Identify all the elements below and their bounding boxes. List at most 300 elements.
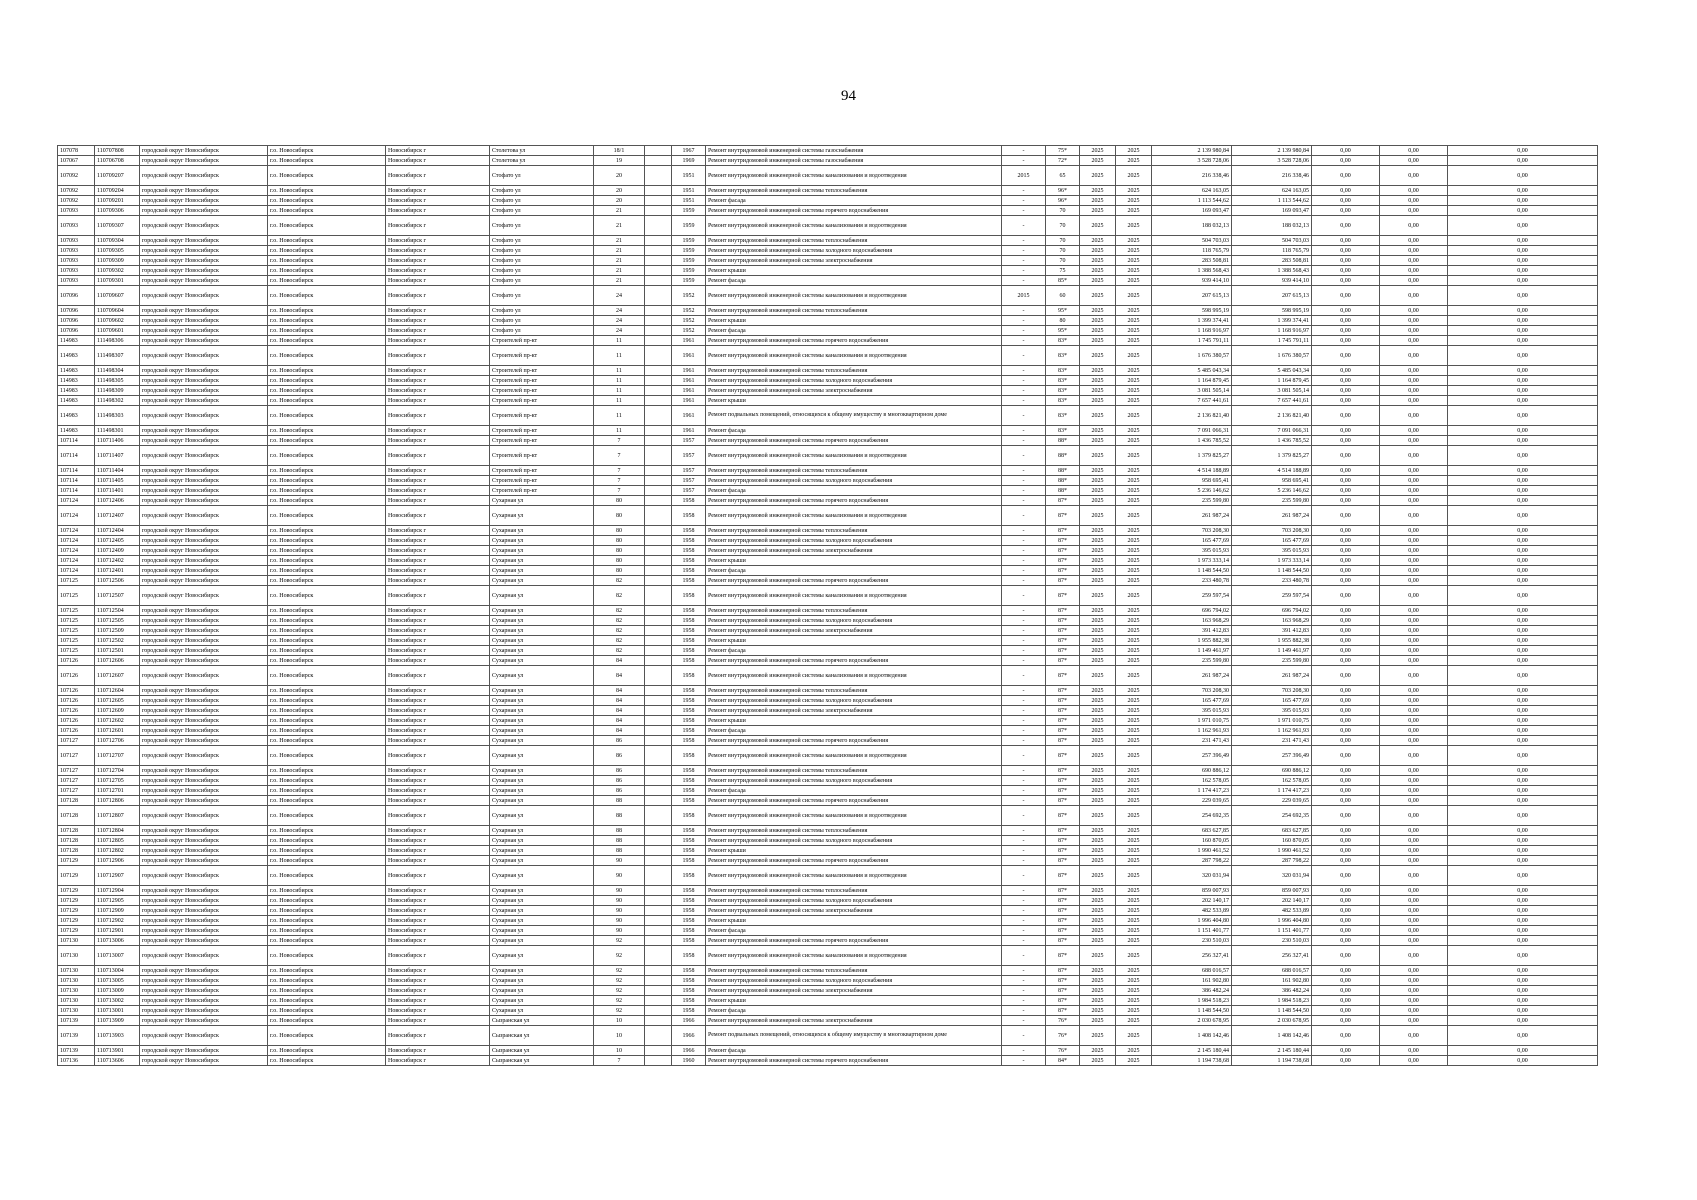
cell-plan-start-year: 2025 <box>1080 826 1116 836</box>
cell-municipality: г.о. Новосибирск <box>268 316 386 326</box>
cell-regional-fund-cost: 165 477,69 <box>1232 536 1312 546</box>
table-row <box>58 336 1598 346</box>
cell-total-cost: 859 007,93 <box>1152 886 1232 896</box>
cell-house-number: 90 <box>594 866 645 886</box>
cell-building <box>645 266 672 276</box>
cell-total-cost: 188 032,13 <box>1152 216 1232 236</box>
cell-regional-fund-cost: 259 597,54 <box>1232 586 1312 606</box>
cell-last-repair-year: - <box>1002 436 1046 446</box>
cell-regional-fund-cost: 696 794,02 <box>1232 606 1312 616</box>
cell-building <box>645 926 672 936</box>
cell-locality: Новосибирск г <box>386 636 490 646</box>
cell-element-id: 110707808 <box>95 146 140 156</box>
cell-last-repair-year: - <box>1002 976 1046 986</box>
cell-building <box>645 746 672 766</box>
table-row <box>58 396 1598 406</box>
cell-building <box>645 346 672 366</box>
cell-plan-start-year: 2025 <box>1080 196 1116 206</box>
cell-regional-fund-cost: 2 145 180,44 <box>1232 1046 1312 1056</box>
cell-repair-type: Ремонт внутридомовой инженерной системы электроснабжения <box>706 906 1002 916</box>
cell-house-number: 7 <box>594 1056 645 1066</box>
cell-build-year: 1967 <box>672 146 706 156</box>
cell-municipality: г.о. Новосибирск <box>268 586 386 606</box>
cell-wear-percent: 87* <box>1046 726 1080 736</box>
cell-plan-start-year: 2025 <box>1080 706 1116 716</box>
cell-locality: Новосибирск г <box>386 286 490 306</box>
cell-last-repair-year: - <box>1002 186 1046 196</box>
cell-owners-funds-cost: 0,00 <box>1448 966 1598 976</box>
cell-regional-fund-cost: 1 113 544,62 <box>1232 196 1312 206</box>
cell-house-number: 80 <box>594 556 645 566</box>
cell-owners-funds-cost: 0,00 <box>1448 986 1598 996</box>
cell-total-cost: 482 533,89 <box>1152 906 1232 916</box>
cell-last-repair-year: - <box>1002 766 1046 776</box>
cell-house-number: 21 <box>594 276 645 286</box>
cell-build-year: 1958 <box>672 506 706 526</box>
cell-regional-budget-cost: 0,00 <box>1380 486 1448 496</box>
cell-regional-budget-cost: 0,00 <box>1380 686 1448 696</box>
cell-element-id: 110713001 <box>95 1006 140 1016</box>
cell-plan-start-year: 2025 <box>1080 476 1116 486</box>
cell-building <box>645 616 672 626</box>
cell-total-cost: 7 091 066,31 <box>1152 426 1232 436</box>
table-row <box>58 936 1598 946</box>
cell-municipality: г.о. Новосибирск <box>268 856 386 866</box>
cell-building <box>645 766 672 776</box>
cell-plan-start-year: 2025 <box>1080 546 1116 556</box>
cell-repair-type: Ремонт фасада <box>706 486 1002 496</box>
cell-element-id: 110712406 <box>95 496 140 506</box>
cell-regional-budget-cost: 0,00 <box>1380 706 1448 716</box>
cell-last-repair-year: - <box>1002 576 1046 586</box>
cell-municipality: г.о. Новосибирск <box>268 196 386 206</box>
cell-owners-funds-cost: 0,00 <box>1448 696 1598 706</box>
cell-regional-fund-cost: 1 162 961,93 <box>1232 726 1312 736</box>
cell-street: Сухарная ул <box>490 856 594 866</box>
cell-plan-start-year: 2025 <box>1080 526 1116 536</box>
cell-plan-start-year: 2025 <box>1080 806 1116 826</box>
cell-owners-funds-cost: 0,00 <box>1448 636 1598 646</box>
table-row <box>58 646 1598 656</box>
cell-repair-type: Ремонт внутридомовой инженерной системы теплоснабжения <box>706 186 1002 196</box>
cell-municipal-district: городской округ Новосибирск <box>140 556 268 566</box>
cell-municipal-budget-cost: 0,00 <box>1312 1016 1380 1026</box>
cell-build-year: 1958 <box>672 606 706 616</box>
cell-locality: Новосибирск г <box>386 936 490 946</box>
cell-wear-percent: 76* <box>1046 1026 1080 1046</box>
cell-owners-funds-cost: 0,00 <box>1448 436 1598 446</box>
cell-plan-start-year: 2025 <box>1080 486 1116 496</box>
cell-house-number: 21 <box>594 246 645 256</box>
cell-locality: Новосибирск г <box>386 206 490 216</box>
cell-municipality: г.о. Новосибирск <box>268 566 386 576</box>
cell-repair-type: Ремонт крыши <box>706 396 1002 406</box>
cell-regional-budget-cost: 0,00 <box>1380 376 1448 386</box>
cell-repair-type: Ремонт внутридомовой инженерной системы канализования и водоотведения <box>706 446 1002 466</box>
cell-owners-funds-cost: 0,00 <box>1448 576 1598 586</box>
cell-municipality: г.о. Новосибирск <box>268 916 386 926</box>
cell-plan-end-year: 2025 <box>1116 986 1152 996</box>
cell-element-id: 110712609 <box>95 706 140 716</box>
cell-building <box>645 716 672 726</box>
cell-plan-end-year: 2025 <box>1116 376 1152 386</box>
cell-plan-start-year: 2025 <box>1080 206 1116 216</box>
cell-regional-budget-cost: 0,00 <box>1380 496 1448 506</box>
cell-building <box>645 566 672 576</box>
cell-regional-budget-cost: 0,00 <box>1380 536 1448 546</box>
cell-plan-end-year: 2025 <box>1116 266 1152 276</box>
cell-owners-funds-cost: 0,00 <box>1448 896 1598 906</box>
cell-plan-start-year: 2025 <box>1080 566 1116 576</box>
cell-plan-start-year: 2025 <box>1080 646 1116 656</box>
cell-plan-start-year: 2025 <box>1080 616 1116 626</box>
cell-house-id: 107126 <box>58 706 95 716</box>
cell-build-year: 1966 <box>672 1016 706 1026</box>
cell-element-id: 110709201 <box>95 196 140 206</box>
cell-plan-start-year: 2025 <box>1080 736 1116 746</box>
cell-regional-fund-cost: 1 194 738,68 <box>1232 1056 1312 1066</box>
cell-municipal-budget-cost: 0,00 <box>1312 306 1380 316</box>
cell-house-id: 107067 <box>58 156 95 166</box>
cell-regional-fund-cost: 1 955 882,38 <box>1232 636 1312 646</box>
cell-locality: Новосибирск г <box>386 496 490 506</box>
cell-build-year: 1961 <box>672 366 706 376</box>
cell-plan-end-year: 2025 <box>1116 726 1152 736</box>
cell-municipality: г.о. Новосибирск <box>268 976 386 986</box>
cell-municipality: г.о. Новосибирск <box>268 986 386 996</box>
cell-total-cost: 233 480,78 <box>1152 576 1232 586</box>
cell-regional-fund-cost: 1 388 568,43 <box>1232 266 1312 276</box>
cell-municipality: г.о. Новосибирск <box>268 936 386 946</box>
cell-municipal-budget-cost: 0,00 <box>1312 616 1380 626</box>
cell-municipal-budget-cost: 0,00 <box>1312 436 1380 446</box>
cell-build-year: 1958 <box>672 786 706 796</box>
cell-municipality: г.о. Новосибирск <box>268 266 386 276</box>
cell-municipal-budget-cost: 0,00 <box>1312 256 1380 266</box>
cell-municipality: г.о. Новосибирск <box>268 556 386 566</box>
cell-locality: Новосибирск г <box>386 896 490 906</box>
cell-house-number: 86 <box>594 746 645 766</box>
cell-plan-end-year: 2025 <box>1116 936 1152 946</box>
cell-street: Сухарная ул <box>490 496 594 506</box>
cell-building <box>645 386 672 396</box>
cell-house-id: 107128 <box>58 796 95 806</box>
cell-total-cost: 688 016,57 <box>1152 966 1232 976</box>
cell-regional-fund-cost: 1 971 010,75 <box>1232 716 1312 726</box>
cell-locality: Новосибирск г <box>386 836 490 846</box>
cell-repair-type: Ремонт крыши <box>706 916 1002 926</box>
cell-locality: Новосибирск г <box>386 316 490 326</box>
cell-regional-fund-cost: 1 973 333,14 <box>1232 556 1312 566</box>
cell-municipality: г.о. Новосибирск <box>268 736 386 746</box>
cell-house-id: 107130 <box>58 1006 95 1016</box>
cell-wear-percent: 87* <box>1046 506 1080 526</box>
cell-municipality: г.о. Новосибирск <box>268 286 386 306</box>
cell-regional-fund-cost: 7 657 441,61 <box>1232 396 1312 406</box>
cell-building <box>645 1006 672 1016</box>
cell-build-year: 1951 <box>672 196 706 206</box>
cell-total-cost: 1 113 544,62 <box>1152 196 1232 206</box>
cell-house-number: 11 <box>594 366 645 376</box>
cell-wear-percent: 83* <box>1046 376 1080 386</box>
cell-building <box>645 606 672 616</box>
cell-repair-type: Ремонт внутридомовой инженерной системы теплоснабжения <box>706 966 1002 976</box>
cell-repair-type: Ремонт внутридомовой инженерной системы электроснабжения <box>706 1016 1002 1026</box>
cell-regional-fund-cost: 1 436 785,52 <box>1232 436 1312 446</box>
cell-total-cost: 161 902,80 <box>1152 976 1232 986</box>
cell-building <box>645 1056 672 1066</box>
cell-house-number: 21 <box>594 216 645 236</box>
cell-last-repair-year: - <box>1002 386 1046 396</box>
cell-total-cost: 257 396,49 <box>1152 746 1232 766</box>
cell-plan-start-year: 2025 <box>1080 946 1116 966</box>
cell-municipal-district: городской округ Новосибирск <box>140 896 268 906</box>
cell-municipal-district: городской округ Новосибирск <box>140 236 268 246</box>
cell-municipal-district: городской округ Новосибирск <box>140 366 268 376</box>
cell-street: Сухарная ул <box>490 946 594 966</box>
cell-build-year: 1958 <box>672 536 706 546</box>
cell-regional-fund-cost: 3 081 505,14 <box>1232 386 1312 396</box>
cell-last-repair-year: - <box>1002 736 1046 746</box>
cell-regional-fund-cost: 1 379 825,27 <box>1232 446 1312 466</box>
cell-element-id: 110711406 <box>95 436 140 446</box>
cell-municipality: г.о. Новосибирск <box>268 476 386 486</box>
cell-house-id: 107129 <box>58 886 95 896</box>
cell-plan-end-year: 2025 <box>1116 626 1152 636</box>
cell-repair-type: Ремонт внутридомовой инженерной системы канализования и водоотведения <box>706 666 1002 686</box>
cell-house-id: 107114 <box>58 466 95 476</box>
cell-regional-fund-cost: 859 007,93 <box>1232 886 1312 896</box>
cell-locality: Новосибирск г <box>386 1046 490 1056</box>
cell-house-id: 107093 <box>58 276 95 286</box>
cell-municipal-budget-cost: 0,00 <box>1312 966 1380 976</box>
cell-wear-percent: 87* <box>1046 586 1080 606</box>
cell-wear-percent: 83* <box>1046 366 1080 376</box>
cell-total-cost: 1 955 882,38 <box>1152 636 1232 646</box>
cell-repair-type: Ремонт внутридомовой инженерной системы горячего водоснабжения <box>706 796 1002 806</box>
cell-plan-start-year: 2025 <box>1080 776 1116 786</box>
cell-building <box>645 146 672 156</box>
cell-plan-start-year: 2025 <box>1080 166 1116 186</box>
table-row <box>58 306 1598 316</box>
cell-repair-type: Ремонт внутридомовой инженерной системы горячего водоснабжения <box>706 1056 1002 1066</box>
cell-house-number: 7 <box>594 476 645 486</box>
cell-repair-type: Ремонт внутридомовой инженерной системы электроснабжения <box>706 706 1002 716</box>
cell-element-id: 110709306 <box>95 206 140 216</box>
cell-last-repair-year: - <box>1002 996 1046 1006</box>
cell-street: Сухарная ул <box>490 776 594 786</box>
cell-locality: Новосибирск г <box>386 386 490 396</box>
cell-owners-funds-cost: 0,00 <box>1448 506 1598 526</box>
table-row <box>58 266 1598 276</box>
cell-element-id: 111498303 <box>95 406 140 426</box>
cell-building <box>645 316 672 326</box>
cell-regional-budget-cost: 0,00 <box>1380 246 1448 256</box>
cell-municipal-budget-cost: 0,00 <box>1312 846 1380 856</box>
cell-plan-start-year: 2025 <box>1080 936 1116 946</box>
table-row <box>58 906 1598 916</box>
cell-street: Стофато ул <box>490 286 594 306</box>
cell-plan-end-year: 2025 <box>1116 396 1152 406</box>
cell-wear-percent: 87* <box>1046 766 1080 776</box>
cell-house-id: 114983 <box>58 386 95 396</box>
cell-total-cost: 1 164 879,45 <box>1152 376 1232 386</box>
cell-house-id: 114983 <box>58 336 95 346</box>
cell-wear-percent: 88* <box>1046 436 1080 446</box>
cell-element-id: 110712507 <box>95 586 140 606</box>
cell-regional-fund-cost: 1 148 544,50 <box>1232 566 1312 576</box>
cell-municipal-district: городской округ Новосибирск <box>140 826 268 836</box>
cell-repair-type: Ремонт внутридомовой инженерной системы газоснабжения <box>706 156 1002 166</box>
cell-plan-start-year: 2025 <box>1080 656 1116 666</box>
table-row <box>58 686 1598 696</box>
cell-plan-end-year: 2025 <box>1116 1046 1152 1056</box>
cell-locality: Новосибирск г <box>386 366 490 376</box>
cell-last-repair-year: - <box>1002 966 1046 976</box>
cell-house-id: 107126 <box>58 726 95 736</box>
cell-repair-type: Ремонт внутридомовой инженерной системы электроснабжения <box>706 386 1002 396</box>
cell-last-repair-year: - <box>1002 776 1046 786</box>
cell-wear-percent: 84* <box>1046 1056 1080 1066</box>
cell-last-repair-year: - <box>1002 636 1046 646</box>
cell-element-id: 110712501 <box>95 646 140 656</box>
table-row <box>58 256 1598 266</box>
cell-house-number: 92 <box>594 996 645 1006</box>
cell-house-id: 107130 <box>58 996 95 1006</box>
cell-plan-start-year: 2025 <box>1080 186 1116 196</box>
cell-owners-funds-cost: 0,00 <box>1448 1046 1598 1056</box>
cell-locality: Новосибирск г <box>386 766 490 776</box>
cell-build-year: 1958 <box>672 856 706 866</box>
cell-locality: Новосибирск г <box>386 306 490 316</box>
cell-locality: Новосибирск г <box>386 886 490 896</box>
cell-municipal-budget-cost: 0,00 <box>1312 476 1380 486</box>
cell-owners-funds-cost: 0,00 <box>1448 916 1598 926</box>
cell-house-number: 82 <box>594 646 645 656</box>
cell-regional-budget-cost: 0,00 <box>1380 896 1448 906</box>
cell-repair-type: Ремонт внутридомовой инженерной системы холодного водоснабжения <box>706 776 1002 786</box>
page-number: 94 <box>841 88 856 104</box>
cell-municipal-district: городской округ Новосибирск <box>140 786 268 796</box>
cell-build-year: 1957 <box>672 466 706 476</box>
cell-plan-end-year: 2025 <box>1116 686 1152 696</box>
cell-house-number: 92 <box>594 936 645 946</box>
cell-wear-percent: 87* <box>1046 496 1080 506</box>
cell-street: Сухарная ул <box>490 526 594 536</box>
cell-last-repair-year: 2015 <box>1002 286 1046 306</box>
cell-building <box>645 486 672 496</box>
cell-municipal-district: городской округ Новосибирск <box>140 216 268 236</box>
cell-street: Строителей пр-кт <box>490 346 594 366</box>
cell-wear-percent: 87* <box>1046 926 1080 936</box>
cell-repair-type: Ремонт крыши <box>706 266 1002 276</box>
cell-municipality: г.о. Новосибирск <box>268 896 386 906</box>
cell-owners-funds-cost: 0,00 <box>1448 316 1598 326</box>
cell-building <box>645 886 672 896</box>
cell-building <box>645 396 672 406</box>
cell-regional-budget-cost: 0,00 <box>1380 166 1448 186</box>
cell-house-id: 107093 <box>58 216 95 236</box>
cell-wear-percent: 87* <box>1046 606 1080 616</box>
cell-regional-budget-cost: 0,00 <box>1380 446 1448 466</box>
cell-owners-funds-cost: 0,00 <box>1448 726 1598 736</box>
cell-regional-fund-cost: 261 987,24 <box>1232 506 1312 526</box>
cell-house-number: 21 <box>594 266 645 276</box>
cell-locality: Новосибирск г <box>386 506 490 526</box>
cell-municipal-budget-cost: 0,00 <box>1312 216 1380 236</box>
cell-street: Сухарная ул <box>490 786 594 796</box>
cell-municipality: г.о. Новосибирск <box>268 246 386 256</box>
cell-wear-percent: 80 <box>1046 316 1080 326</box>
cell-element-id: 110706708 <box>95 156 140 166</box>
cell-municipality: г.о. Новосибирск <box>268 1046 386 1056</box>
cell-wear-percent: 87* <box>1046 576 1080 586</box>
cell-building <box>645 1016 672 1026</box>
cell-regional-fund-cost: 5 236 146,62 <box>1232 486 1312 496</box>
cell-municipal-budget-cost: 0,00 <box>1312 1006 1380 1016</box>
cell-plan-end-year: 2025 <box>1116 496 1152 506</box>
cell-house-id: 107093 <box>58 246 95 256</box>
cell-house-number: 21 <box>594 206 645 216</box>
cell-municipal-budget-cost: 0,00 <box>1312 656 1380 666</box>
cell-house-number: 88 <box>594 796 645 806</box>
cell-house-number: 92 <box>594 986 645 996</box>
cell-street: Сухарная ул <box>490 576 594 586</box>
cell-house-id: 107127 <box>58 766 95 776</box>
table-row <box>58 786 1598 796</box>
cell-repair-type: Ремонт внутридомовой инженерной системы теплоснабжения <box>706 766 1002 776</box>
cell-owners-funds-cost: 0,00 <box>1448 526 1598 536</box>
cell-build-year: 1961 <box>672 376 706 386</box>
cell-plan-end-year: 2025 <box>1116 536 1152 546</box>
cell-municipal-district: городской округ Новосибирск <box>140 1026 268 1046</box>
cell-build-year: 1952 <box>672 326 706 336</box>
cell-wear-percent: 70 <box>1046 236 1080 246</box>
cell-total-cost: 229 039,65 <box>1152 796 1232 806</box>
cell-build-year: 1958 <box>672 686 706 696</box>
cell-plan-start-year: 2025 <box>1080 846 1116 856</box>
cell-last-repair-year: - <box>1002 326 1046 336</box>
cell-municipal-budget-cost: 0,00 <box>1312 626 1380 636</box>
cell-repair-type: Ремонт внутридомовой инженерной системы горячего водоснабжения <box>706 436 1002 446</box>
table-row <box>58 726 1598 736</box>
cell-build-year: 1958 <box>672 626 706 636</box>
cell-street: Сызранская ул <box>490 1026 594 1046</box>
cell-house-id: 107125 <box>58 626 95 636</box>
cell-locality: Новосибирск г <box>386 466 490 476</box>
cell-build-year: 1960 <box>672 1056 706 1066</box>
cell-locality: Новосибирск г <box>386 246 490 256</box>
table-row <box>58 866 1598 886</box>
cell-municipal-district: городской округ Новосибирск <box>140 856 268 866</box>
cell-locality: Новосибирск г <box>386 1056 490 1066</box>
cell-build-year: 1961 <box>672 346 706 366</box>
cell-municipal-district: городской округ Новосибирск <box>140 206 268 216</box>
cell-total-cost: 1 984 518,23 <box>1152 996 1232 1006</box>
cell-house-id: 107125 <box>58 586 95 606</box>
cell-house-id: 107124 <box>58 506 95 526</box>
cell-municipal-district: городской округ Новосибирск <box>140 916 268 926</box>
cell-element-id: 110712505 <box>95 616 140 626</box>
cell-plan-start-year: 2025 <box>1080 726 1116 736</box>
cell-owners-funds-cost: 0,00 <box>1448 396 1598 406</box>
table-row <box>58 186 1598 196</box>
cell-house-number: 90 <box>594 916 645 926</box>
cell-building <box>645 216 672 236</box>
cell-locality: Новосибирск г <box>386 656 490 666</box>
cell-municipal-budget-cost: 0,00 <box>1312 766 1380 776</box>
cell-municipal-budget-cost: 0,00 <box>1312 916 1380 926</box>
